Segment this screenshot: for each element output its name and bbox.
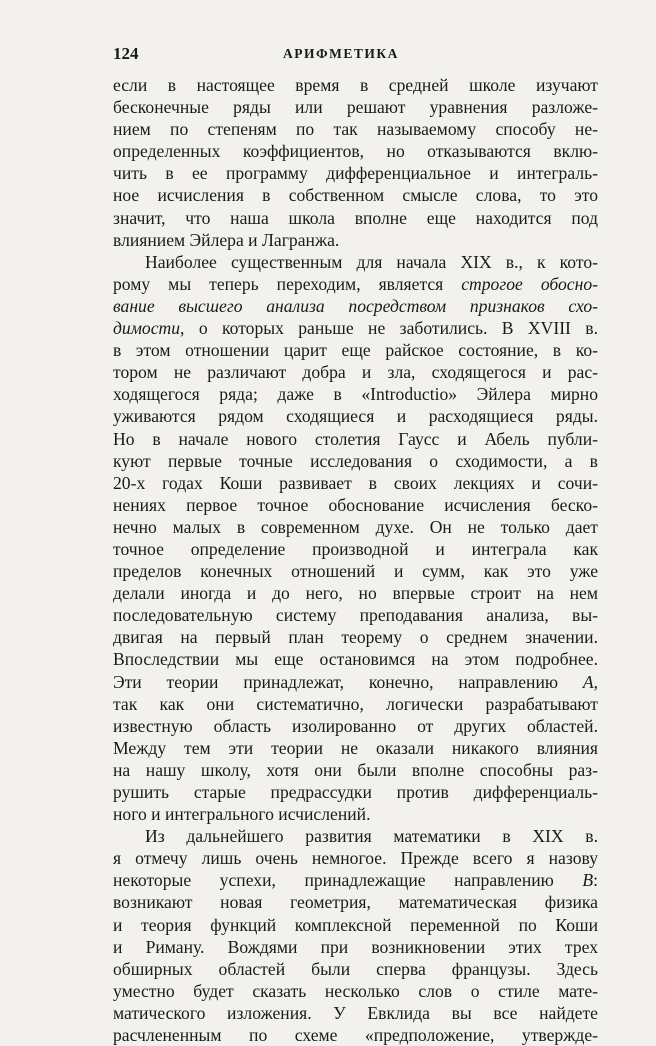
text-segment: тором не различают добра и зла, сходящегося и рас- — [113, 362, 598, 383]
text-line — [113, 317, 598, 339]
text-segment: нием по степеням по так называемому способу не- — [113, 119, 598, 140]
text-line — [113, 958, 598, 980]
text-segment: уживаются рядом сходящиеся и расходящиеся ряды. — [113, 406, 598, 427]
text-segment: уместно будет сказать несколько слов о стиле мате- — [113, 980, 598, 1001]
text-line — [113, 96, 598, 118]
text-segment: Впоследствии мы еще остановимся на этом подробнее. — [113, 649, 598, 670]
italic-text: строгое обосно- — [461, 273, 598, 294]
text-line — [113, 582, 598, 604]
text-segment: в этом отношении царит еще райское состояние, в ко- — [113, 340, 598, 361]
text-segment: возникают новая геометрия, математическая физика — [113, 892, 598, 913]
text-line — [113, 626, 598, 648]
text-line — [113, 538, 598, 560]
text-line — [113, 428, 598, 450]
text-segment: куют первые точные исследования о сходимости, а в — [113, 450, 598, 471]
text-segment: обширных областей были сперва французы. Здесь — [113, 958, 598, 979]
text-line — [113, 715, 598, 737]
text-line — [113, 781, 598, 803]
text-segment: я отмечу лишь очень немногое. Прежде всего я назову — [113, 848, 598, 869]
text-segment: и Риману. Вождями при возникновении этих трех — [113, 936, 598, 957]
text-line — [113, 604, 598, 626]
page-number: 124 — [113, 44, 139, 63]
text-line — [113, 759, 598, 781]
text-line — [113, 847, 598, 869]
italic-text: А — [582, 671, 594, 692]
text-line — [113, 1024, 598, 1046]
text-line — [113, 405, 598, 427]
text-segment: Наиболее существенным для начала XIX в., к кото- — [145, 251, 598, 272]
text-segment: 20-х годах Коши развивает в своих лекциях и сочи- — [113, 472, 598, 493]
text-line — [113, 980, 598, 1002]
text-segment: Но в начале нового столетия Гаусс и Абель публи- — [113, 428, 598, 449]
text-line — [113, 229, 598, 251]
text-segment: если в настоящее время в средней школе изучают — [113, 75, 598, 95]
text-line — [113, 869, 598, 891]
text-segment: известную область изолированно от других областей. — [113, 715, 598, 736]
text-line — [113, 295, 598, 317]
text-segment: значит, что наша школа вполне еще находится под — [113, 207, 598, 228]
body-text — [113, 74, 598, 1046]
text-line — [113, 803, 598, 825]
text-line — [113, 118, 598, 140]
text-line — [113, 339, 598, 361]
text-segment: нениях первое точное обоснование исчисления беско- — [113, 494, 598, 515]
text-line — [113, 936, 598, 958]
italic-text: димости — [113, 318, 181, 339]
text-segment: последовательную систему преподавания анализа, вы- — [113, 605, 598, 626]
text-segment: на нашу школу, хотя они были вполне способны раз- — [113, 759, 598, 780]
text-segment: рому мы теперь переходим, является — [113, 273, 462, 294]
text-segment: Эти теории принадлежат, конечно, направлению — [113, 671, 583, 692]
text-segment: двигая на первый план теорему о среднем значении. — [113, 627, 598, 648]
text-segment: расчлененным по схеме «предположение, утвержде- — [113, 1025, 598, 1046]
italic-text: В — [582, 870, 594, 891]
text-segment: : — [593, 870, 598, 891]
text-line — [113, 494, 598, 516]
text-line — [113, 914, 598, 936]
text-segment: ходящегося ряда; даже в «Introductio» Эйлера мирно — [113, 384, 598, 405]
text-segment: ное исчисления в собственном смысле слова, то это — [113, 185, 598, 206]
text-segment: рушить старые предрассудки против дифференциаль- — [113, 782, 598, 802]
text-line — [113, 273, 598, 295]
text-segment: , о которых раньше не заботились. В XVIII в. — [180, 318, 598, 339]
text-line — [113, 693, 598, 715]
text-line — [113, 74, 598, 96]
text-line — [113, 184, 598, 206]
text-segment: влиянием Эйлера и Лагранжа. — [113, 229, 340, 250]
text-line — [113, 737, 598, 759]
text-segment: делали иногда и до него, но впервые строит на нем — [113, 583, 598, 604]
text-segment: нечно малых в современном духе. Он не только дает — [113, 516, 598, 537]
text-segment: пределов конечных отношений и сумм, как это уже — [113, 561, 598, 582]
text-line — [113, 891, 598, 913]
italic-text: вание высшего анализа посредством признаков схо- — [113, 295, 598, 316]
text-segment: бесконечные ряды или решают уравнения разложе- — [113, 97, 598, 118]
text-line — [113, 162, 598, 184]
text-segment: ного и интегрального исчислений. — [113, 804, 371, 825]
text-line — [113, 516, 598, 538]
text-line — [113, 1002, 598, 1024]
text-line — [113, 472, 598, 494]
text-segment: , — [593, 671, 598, 692]
text-line — [113, 140, 598, 162]
text-segment: и теория функций комплексной переменной по Коши — [113, 914, 598, 935]
text-segment: Из дальнейшего развития математики в XIX в. — [145, 826, 598, 847]
text-segment: чить в ее программу дифференциальное и интеграль- — [113, 163, 598, 184]
text-line — [113, 251, 598, 273]
text-segment: так как они систематично, логически разрабатывают — [113, 693, 598, 714]
text-line — [113, 383, 598, 405]
text-line — [113, 361, 598, 383]
text-line — [113, 560, 598, 582]
text-segment: матического изложения. У Евклида вы все найдете — [113, 1002, 598, 1023]
text-line — [113, 671, 598, 693]
running-title: АРИФМЕТИКА — [283, 46, 399, 61]
text-line — [113, 648, 598, 670]
text-segment: Между тем эти теории не оказали никакого влияния — [113, 737, 598, 758]
text-segment: некоторые успехи, принадлежащие направлению — [113, 870, 583, 891]
text-line — [113, 450, 598, 472]
page-header — [113, 44, 598, 68]
text-line — [113, 207, 598, 229]
text-line — [113, 825, 598, 847]
text-segment: определенных коэффициентов, но отказываются вклю- — [113, 141, 598, 162]
text-segment: точное определение производной и интеграла как — [113, 538, 598, 559]
